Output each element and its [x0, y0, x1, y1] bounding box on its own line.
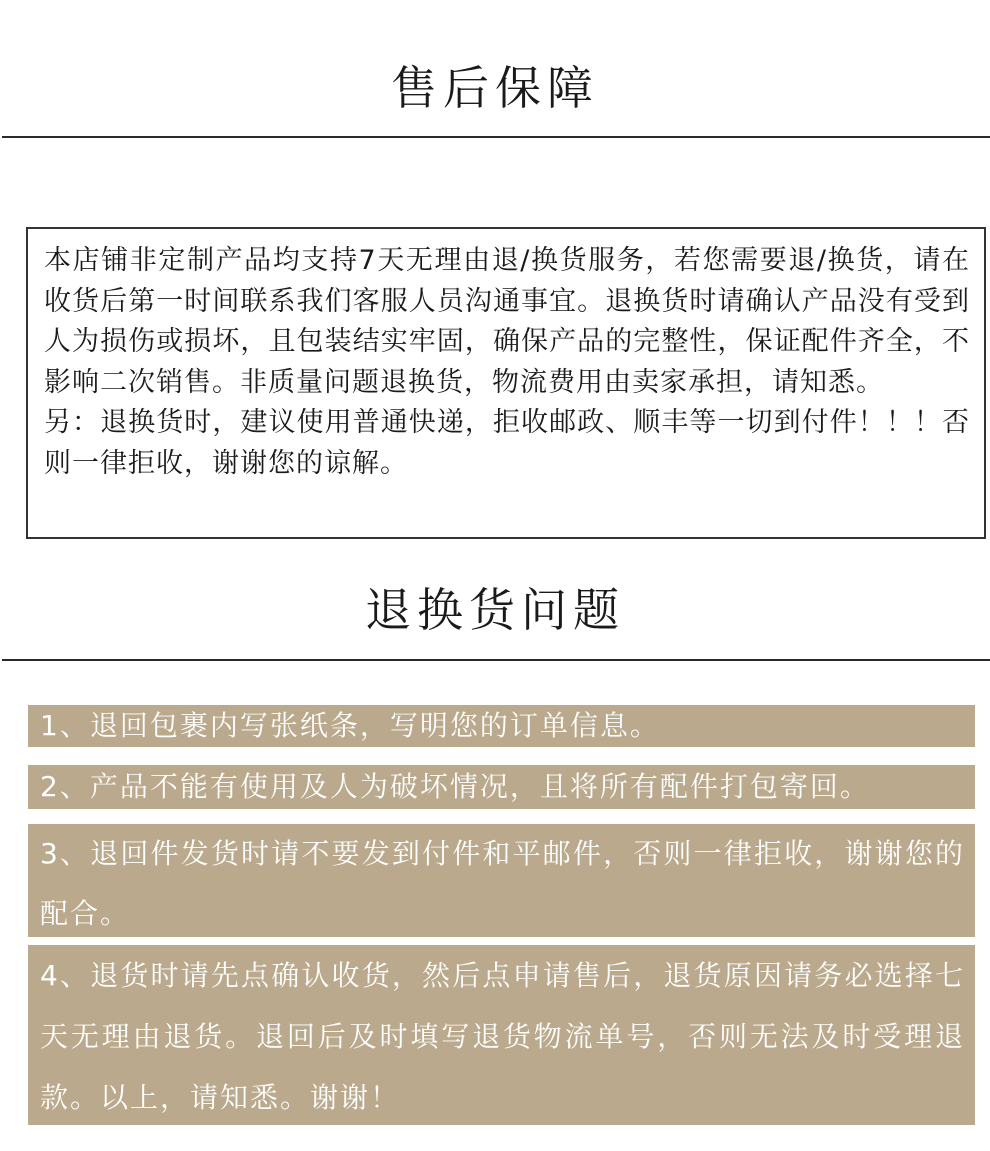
returns-item-1: 1、退回包裹内写张纸条，写明您的订单信息。 — [28, 705, 975, 747]
returns-title: 退换货问题 — [365, 583, 625, 637]
returns-item-2: 2、产品不能有使用及人为破坏情况，且将所有配件打包寄回。 — [28, 765, 975, 809]
returns-divider — [2, 659, 990, 661]
after-sales-title: 售后保障 — [391, 61, 599, 115]
returns-item-3: 3、退回件发货时请不要发到付件和平邮件，否则一律拒收，谢谢您的配合。 — [28, 824, 975, 937]
after-sales-notice-text: 本店铺非定制产品均支持7天无理由退/换货服务，若您需要退/换货，请在收货后第一时间联系我们客服人员沟通事宜。退换货时请确认产品没有受到人为损伤或损坏，且包装结实牢固，确保产品的完整性，保证配件齐全，不影响二次销售。非质量问题退换货，物流费用由卖家承担，请知悉。 — [44, 245, 970, 398]
after-sales-notice-note: 另：退换货时，建议使用普通快递，拒收邮政、顺丰等一切到付件！！！否则一律拒收，谢谢您的谅解。 — [44, 407, 970, 479]
returns-item-4: 4、退货时请先点确认收货，然后点申请售后，退货原因请务必选择七天无理由退货。退回后及时填写退货物流单号，否则无法及时受理退款。以上，请知悉。谢谢！ — [28, 945, 975, 1125]
title-divider — [2, 136, 990, 138]
after-sales-notice-box — [26, 227, 986, 539]
